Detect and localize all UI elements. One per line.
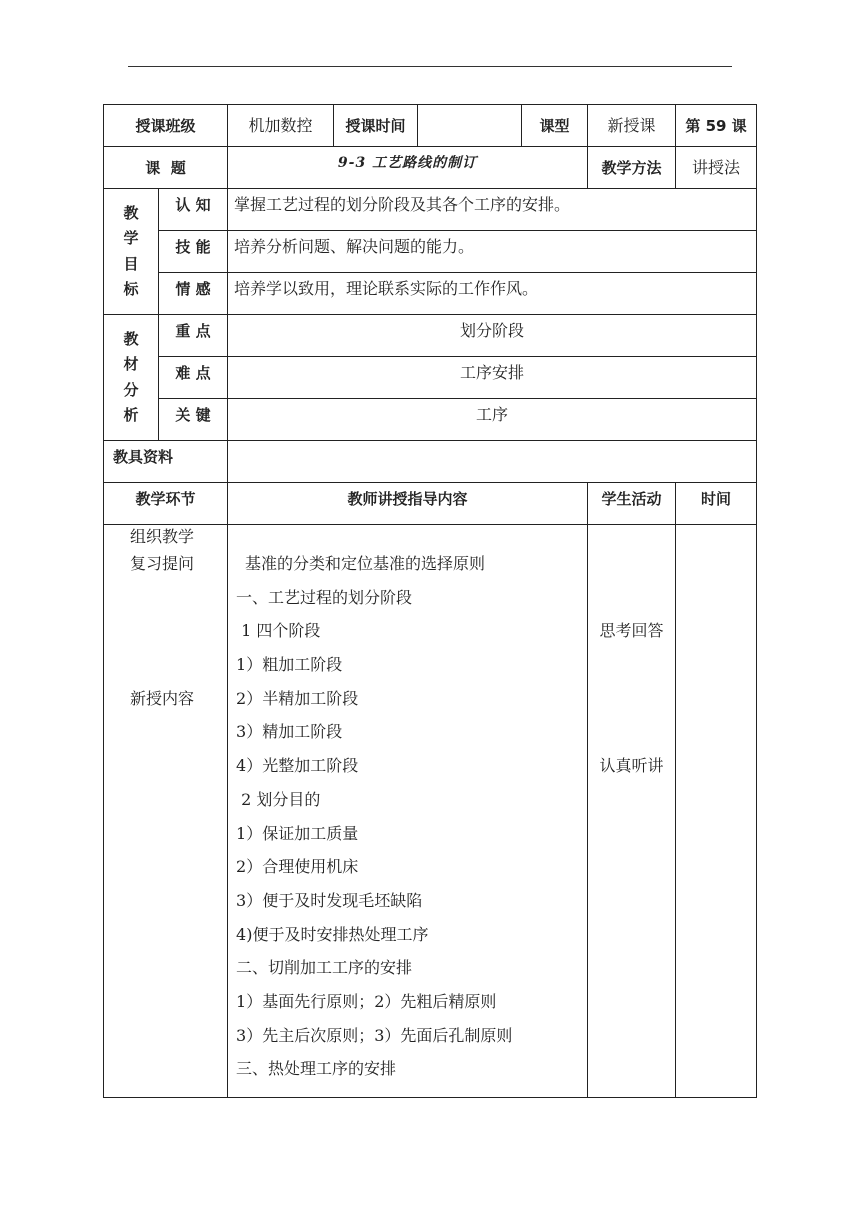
content-line: 基准的分类和定位基准的选择原则 — [245, 554, 486, 573]
materials-value — [228, 441, 757, 483]
materials-label: 教具资料 — [104, 441, 228, 483]
objective-row — [104, 273, 757, 315]
class-label: 授课班级 — [104, 105, 228, 147]
analysis-item-label: 难 点 — [159, 357, 228, 399]
objective-label: 认 知 — [159, 189, 228, 231]
analysis-item-text: 工序安排 — [228, 357, 757, 399]
content-line: 3）先主后次原则；3）先面后孔制原则 — [236, 1025, 513, 1045]
header-row — [104, 105, 757, 147]
analysis-row — [104, 399, 757, 441]
analysis-row — [104, 315, 757, 357]
objectives-label-char: 标 — [123, 280, 139, 298]
content-line: 3）便于及时发现毛坯缺陷 — [236, 890, 423, 910]
objectives-label — [104, 189, 159, 315]
type-label: 课型 — [522, 105, 588, 147]
topic-value: 9-3 工艺路线的制订 — [228, 147, 588, 189]
stage-item: 组织教学 — [130, 527, 195, 546]
time-label: 授课时间 — [334, 105, 418, 147]
analysis-label-char: 分 — [123, 380, 139, 399]
content-cell — [228, 525, 588, 1098]
content-line: 二、切削加工工序的安排 — [236, 958, 413, 978]
content-line: 1）保证加工质量 — [236, 823, 359, 843]
objective-text: 培养分析问题、解决问题的能力。 — [228, 231, 757, 273]
content-line: 3）精加工阶段 — [236, 722, 343, 742]
student-list — [594, 525, 669, 782]
student-activity: 认真听讲 — [599, 755, 664, 775]
col-stage-header: 教学环节 — [104, 483, 228, 525]
materials-row — [104, 441, 757, 483]
content-line: 2）合理使用机床 — [236, 857, 359, 877]
stage-list — [130, 525, 227, 715]
analysis-label — [104, 315, 159, 441]
student-cell — [588, 525, 676, 1098]
col-student-header: 学生活动 — [588, 483, 676, 525]
type-value: 新授课 — [588, 105, 676, 147]
analysis-item-label: 关 键 — [159, 399, 228, 441]
lesson-number: 第 59 课 — [676, 105, 757, 147]
content-line: 2）半精加工阶段 — [236, 688, 359, 708]
stage-item: 复习提问 — [130, 554, 195, 573]
content-line: 一、工艺过程的划分阶段 — [236, 587, 413, 607]
content-line: 4)便于及时安排热处理工序 — [236, 924, 429, 944]
objectives-label-char: 教 — [123, 203, 139, 222]
analysis-item-label: 重 点 — [159, 315, 228, 357]
analysis-item-text: 划分阶段 — [228, 315, 757, 357]
content-line: 1）基面先行原则；2）先粗后精原则 — [236, 991, 497, 1011]
content-line: 1）粗加工阶段 — [236, 655, 343, 675]
content-line: 2 划分目的 — [236, 789, 321, 809]
student-activity: 思考回答 — [599, 621, 664, 640]
time-cell — [676, 525, 757, 1098]
col-time-header: 时间 — [676, 483, 757, 525]
content-line: 三、热处理工序的安排 — [236, 1059, 397, 1079]
objective-text: 掌握工艺过程的划分阶段及其各个工序的安排。 — [228, 189, 757, 231]
method-label: 教学方法 — [588, 147, 676, 189]
analysis-label-char: 教 — [123, 329, 139, 348]
objective-text: 培养学以致用，理论联系实际的工作作风。 — [228, 273, 757, 315]
objectives-label-char: 目 — [123, 254, 139, 273]
method-value: 讲授法 — [676, 147, 757, 189]
content-line: 4）光整加工阶段 — [236, 756, 359, 776]
class-value: 机加数控 — [228, 105, 334, 147]
col-content-header: 教师讲授指导内容 — [228, 483, 588, 525]
stage-cell — [104, 525, 228, 1098]
stage-item: 新授内容 — [130, 688, 195, 708]
objectives-label-char: 学 — [123, 229, 139, 247]
content-list — [236, 525, 587, 1086]
objective-label: 情 感 — [159, 273, 228, 315]
time-value — [418, 105, 522, 147]
column-header-row — [104, 483, 757, 525]
topic-label: 课 题 — [104, 147, 228, 189]
topic-row — [104, 147, 757, 189]
analysis-label-char: 材 — [123, 355, 139, 373]
objective-row — [104, 189, 757, 231]
header-rule — [128, 66, 732, 67]
objective-label: 技 能 — [159, 231, 228, 273]
lesson-plan-table — [103, 104, 757, 1098]
content-line: 1 四个阶段 — [236, 621, 321, 641]
analysis-row — [104, 357, 757, 399]
analysis-label-char: 析 — [123, 406, 139, 424]
objective-row — [104, 231, 757, 273]
analysis-item-text: 工序 — [228, 399, 757, 441]
content-row — [104, 525, 757, 1098]
